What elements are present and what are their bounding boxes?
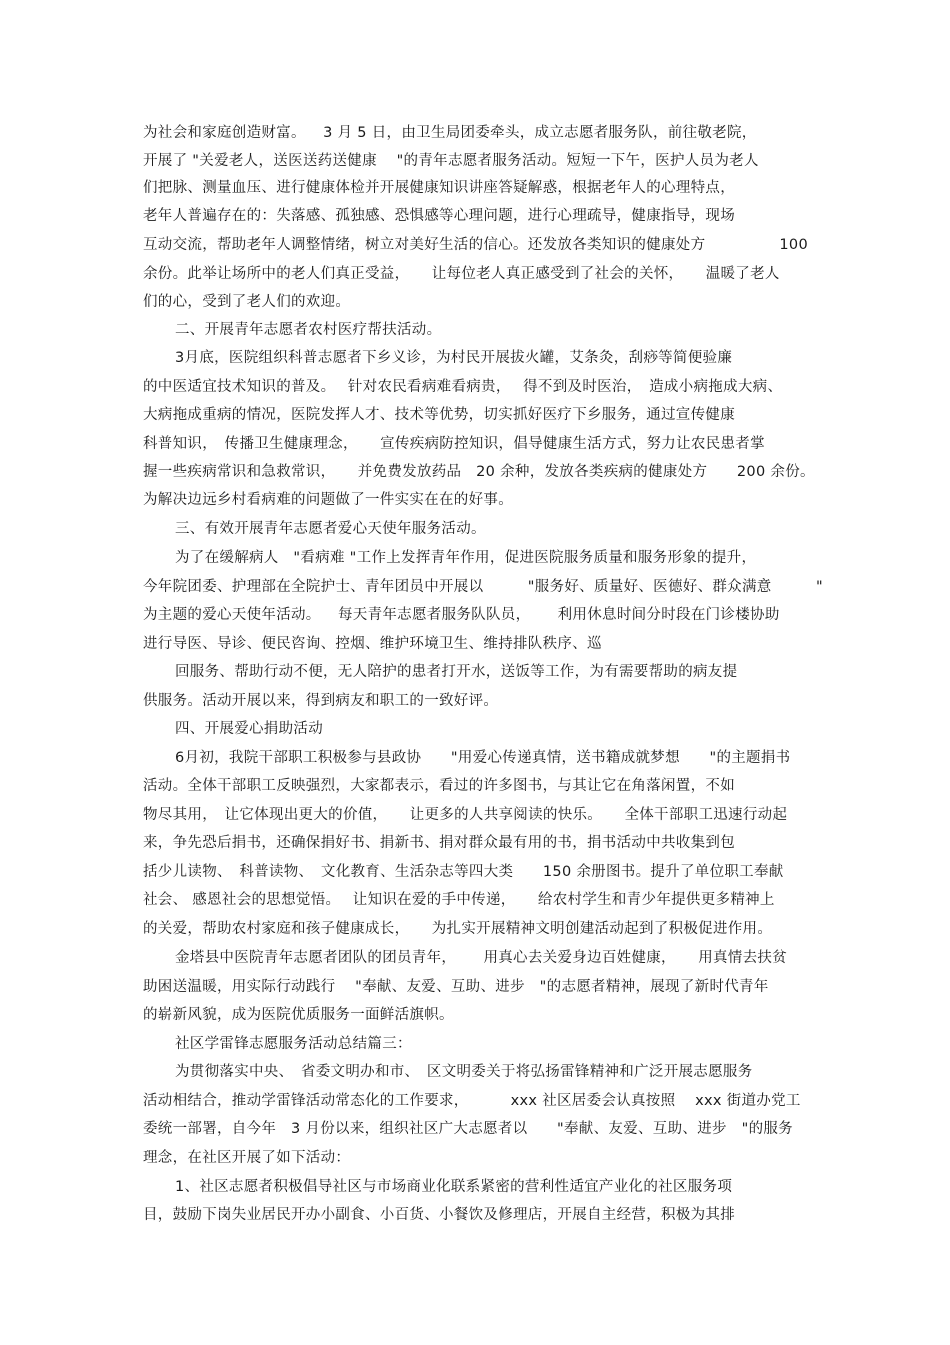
- text-line: 大病拖成重病的情况，医院发挥人才、技术等优势，切实抓好医疗下乡服务，通过宣传健康: [143, 407, 735, 423]
- section-heading: 二、开展青年志愿者农村医疗帮扶活动。: [175, 322, 442, 338]
- text-line: 为主题的爱心天使年活动。 每天青年志愿者服务队队员， 利用休息时间分时段在门诊楼协助: [143, 607, 780, 623]
- text-line: 为了在缓解病人 "看病难 "工作上发挥青年作用，促进医院服务质量和服务形象的提升，: [175, 550, 757, 566]
- text-line: 为解决边远乡村看病难的问题做了一件实实在在的好事。: [143, 492, 513, 508]
- text-line: 今年院团委、护理部在全院护士、青年团员中开展以 "服务好、质量好、医德好、群众满意 ": [143, 579, 823, 595]
- text-line: 握一些疾病常识和急救常识， 并免费发放药品 20 余种，发放各类疾病的健康处方 200 余份。: [143, 464, 815, 480]
- text-line: 的崭新风貌，成为医院优质服务一面鲜活旗帜。: [143, 1007, 454, 1023]
- text-line: 为贯彻落实中央、 省委文明办和市、 区文明委关于将弘扬雷锋精神和广泛开展志愿服务: [175, 1064, 753, 1080]
- text-line: 6月初，我院干部职工积极参与县政协 "用爱心传递真情，送书籍成就梦想 "的主题捐书: [175, 750, 791, 766]
- text-line: 目，鼓励下岗失业居民开办小副食、小百货、小餐饮及修理店，开展自主经营，积极为其排: [143, 1207, 735, 1223]
- text-line: 余份。此举让场所中的老人们真正受益， 让每位老人真正感受到了社会的关怀， 温暖了老人: [143, 266, 780, 282]
- text-line: 活动。全体干部职工反映强烈，大家都表示，看过的许多图书，与其让它在角落闲置，不如: [143, 778, 735, 794]
- text-line: 们把脉、测量血压、进行健康体检并开展健康知识讲座答疑解惑，根据老年人的心理特点，: [143, 180, 735, 196]
- text-line: 为社会和家庭创造财富。 3 月 5 日，由卫生局团委牵头，成立志愿者服务队，前往敬老院，: [143, 125, 757, 141]
- text-line: 物尽其用， 让它体现出更大的价值， 让更多的人共享阅读的快乐。 全体干部职工迅速行动起: [143, 807, 788, 823]
- text-line: 供服务。活动开展以来，得到病友和职工的一致好评。: [143, 693, 499, 709]
- text-line: 开展了 "关爱老人，送医送药送健康 "的青年志愿者服务活动。短短一下午，医护人员为老人: [143, 153, 759, 169]
- text-line: 科普知识， 传播卫生健康理念， 宣传疾病防控知识，倡导健康生活方式，努力让农民患者掌: [143, 436, 765, 452]
- text-line: 老年人普遍存在的：失落感、孤独感、恐惧感等心理问题，进行心理疏导，健康指导，现场: [143, 208, 735, 224]
- section-heading: 社区学雷锋志愿服务活动总结篇三：: [175, 1036, 412, 1052]
- text-line: 金塔县中医院青年志愿者团队的团员青年， 用真心去关爱身边百姓健康， 用真情去扶贫: [175, 950, 788, 966]
- text-line: 互动交流，帮助老年人调整情绪，树立对美好生活的信心。还发放各类知识的健康处方 100: [143, 237, 808, 253]
- text-line: 助困送温暖，用实际行动践行 "奉献、友爱、互助、进步 "的志愿者精神，展现了新时代青年: [143, 979, 769, 995]
- text-line: 3月底，医院组织科普志愿者下乡义诊，为村民开展拔火罐，艾条灸，刮痧等简便验廉: [175, 350, 733, 366]
- section-heading: 四、开展爱心捐助活动: [175, 721, 323, 737]
- text-line: 委统一部署，自今年 3 月份以来，组织社区广大志愿者以 "奉献、友爱、互助、进步 "的服务: [143, 1121, 793, 1137]
- text-line: 来，争先恐后捐书，还确保捐好书、捐新书、捐对群众最有用的书，捐书活动中共收集到包: [143, 835, 735, 851]
- text-line: 括少儿读物、 科普读物、 文化教育、生活杂志等四大类 150 余册图书。提升了单位职工奉献: [143, 864, 784, 880]
- text-line: 活动相结合，推动学雷锋活动常态化的工作要求， xxx 社区居委会认真按照 xxx 街道办党工: [143, 1093, 801, 1109]
- text-line: 的中医适宜技术知识的普及。 针对农民看病难看病贵， 得不到及时医治， 造成小病拖成大病、: [143, 379, 783, 395]
- text-line: 们的心，受到了老人们的欢迎。: [143, 294, 351, 310]
- text-line: 回服务、帮助行动不便，无人陪护的患者打开水，送饭等工作，为有需要帮助的病友提: [175, 664, 738, 680]
- text-line: 的关爱，帮助农村家庭和孩子健康成长， 为扎实开展精神文明创建活动起到了积极促进作用。: [143, 921, 773, 937]
- text-line: 社会、 感恩社会的思想觉悟。 让知识在爱的手中传递， 给农村学生和青少年提供更多精神上: [143, 892, 775, 908]
- text-line: 理念，在社区开展了如下活动：: [143, 1150, 351, 1166]
- text-line: 进行导医、导诊、便民咨询、控烟、维护环境卫生、维持排队秩序、巡: [143, 636, 602, 652]
- section-heading: 三、有效开展青年志愿者爱心天使年服务活动。: [175, 521, 486, 537]
- text-line: 1、社区志愿者积极倡导社区与市场商业化联系紧密的营利性适宜产业化的社区服务项: [175, 1179, 733, 1195]
